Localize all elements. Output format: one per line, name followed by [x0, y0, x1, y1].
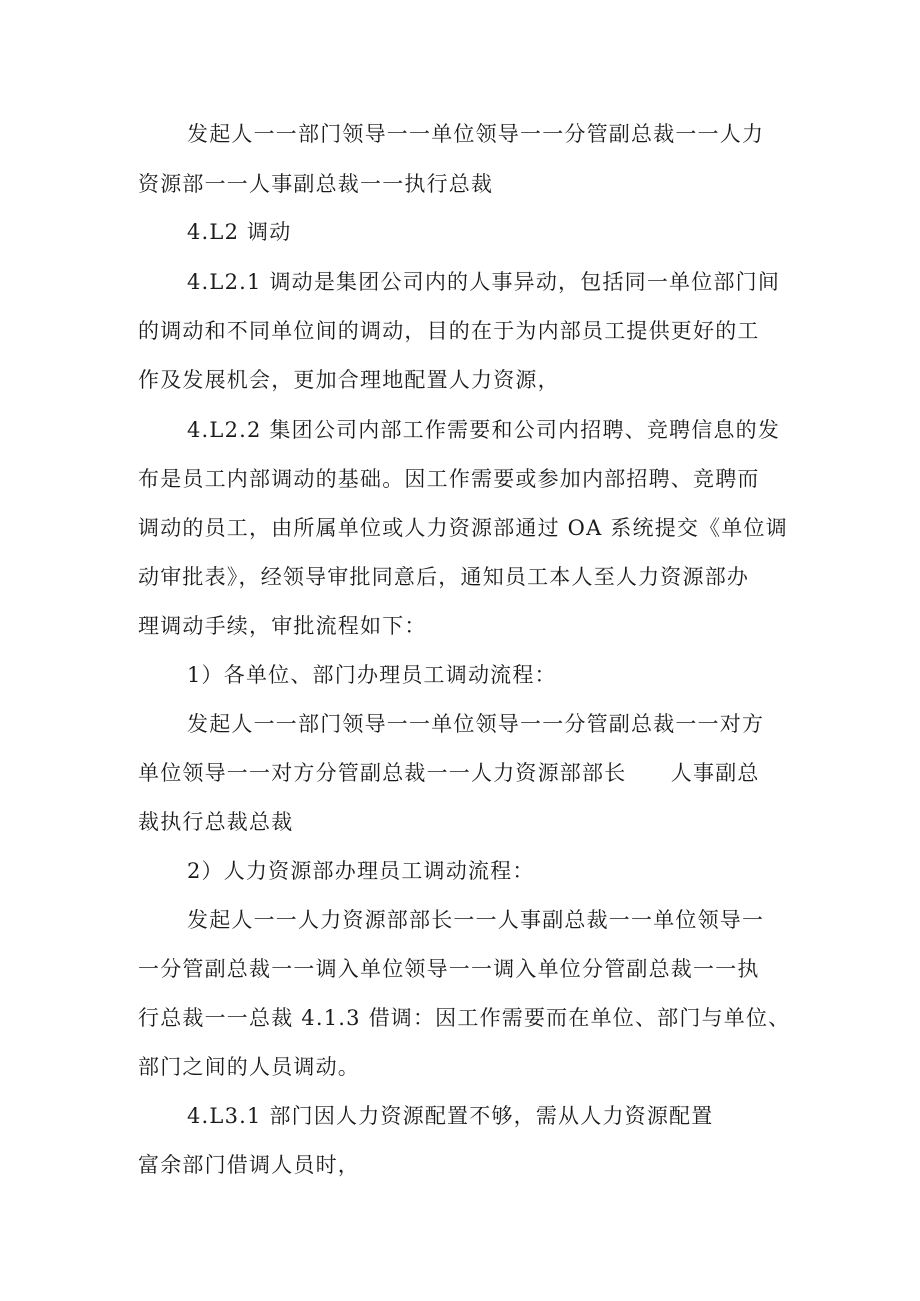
paragraph-1-line-1: 发起人一一部门领导一一单位领导一一分管副总裁一一人力 — [187, 122, 765, 146]
paragraph-6-line-2: 单位领导一一对方分管副总裁一一人力资源部部长 人事副总 — [138, 761, 760, 785]
paragraph-3-line-2: 的调动和不同单位间的调动，目的在于为内部员工提供更好的工 — [138, 319, 760, 343]
paragraph-4-line-1: 4.L2.2 集团公司内部工作需要和公司内招聘、竞聘信息的发 — [187, 418, 781, 442]
list-item-2-heading: 2）人力资源部办理员工调动流程： — [187, 859, 535, 883]
paragraph-9-line-2: 富余部门借调人员时， — [138, 1153, 360, 1177]
paragraph-3-line-3: 作及发展机会，更加合理地配置人力资源， — [138, 368, 560, 392]
paragraph-8-line-2: 一分管副总裁一一调入单位领导一一调入单位分管副总裁一一执 — [138, 957, 760, 981]
paragraph-9-line-1: 4.L3.1 部门因人力资源配置不够，需从人力资源配置 — [187, 1104, 714, 1128]
section-heading-transfer: 4.L2 调动 — [187, 220, 292, 244]
paragraph-6-line-1: 发起人一一部门领导一一单位领导一一分管副总裁一一对方 — [187, 712, 765, 736]
paragraph-4-line-2: 布是员工内部调动的基础。因工作需要或参加内部招聘、竞聘而 — [138, 467, 760, 491]
paragraph-4-line-5: 理调动手续，审批流程如下： — [138, 614, 427, 638]
paragraph-8-line-3: 行总裁一一总裁 4.1.3 借调：因工作需要而在单位、部门与单位、 — [138, 1006, 791, 1030]
paragraph-1-line-2: 资源部一一人事副总裁一一执行总裁 — [138, 172, 494, 196]
list-item-1-heading: 1）各单位、部门办理员工调动流程： — [187, 663, 557, 687]
paragraph-3-line-1: 4.L2.1 调动是集团公司内的人事异动，包括同一单位部门间 — [187, 270, 781, 294]
paragraph-8-line-1: 发起人一一人力资源部部长一一人事副总裁一一单位领导一 — [187, 908, 765, 932]
paragraph-8-line-4: 部门之间的人员调动。 — [138, 1055, 360, 1079]
paragraph-6-line-3: 裁执行总裁总裁 — [138, 810, 294, 834]
paragraph-4-line-4: 动审批表》，经领导审批同意后，通知员工本人至人力资源部办 — [138, 565, 750, 589]
paragraph-4-line-3: 调动的员工，由所属单位或人力资源部通过 OA 系统提交《单位调 — [138, 516, 788, 540]
